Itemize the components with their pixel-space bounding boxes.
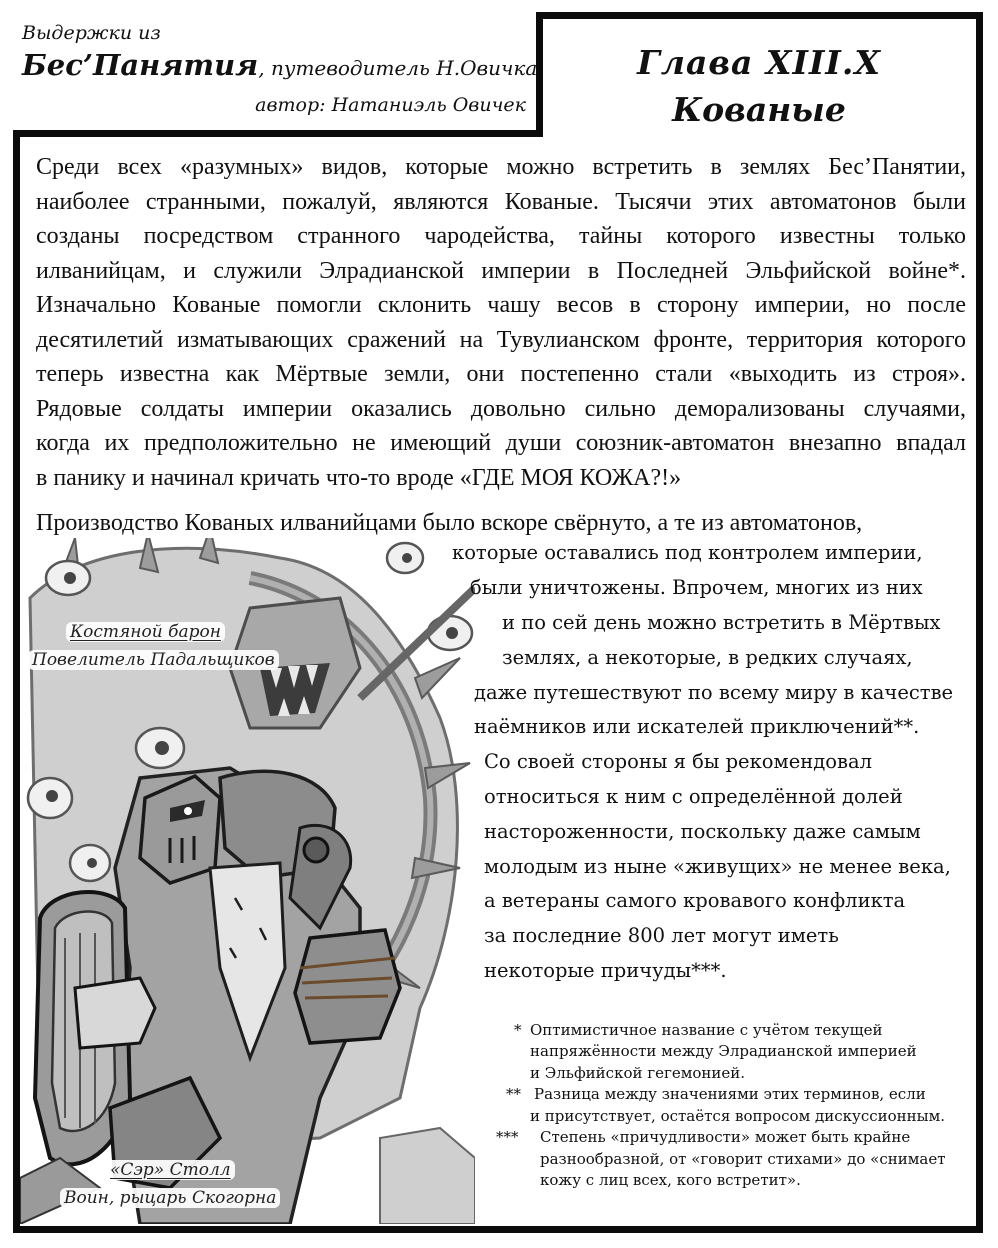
- frame-left: [13, 130, 20, 1233]
- footnote-1-line: напряжённости между Элрадианской империей: [530, 1042, 917, 1060]
- text-line: созданы посредством странного чародейства, тайны которого известны только: [36, 223, 966, 249]
- text-line: Среди всех «разумных» видов, которые можно встретить в землях Бес’Панятии,: [36, 154, 966, 180]
- text-line: были уничтожены. Впрочем, многих из них: [470, 576, 923, 599]
- chapter-heading: [543, 19, 975, 129]
- excerpt-label: Выдержки из: [22, 22, 161, 44]
- book-title-line: [22, 48, 537, 82]
- footnote-3-line: кожу с лиц всех, кого встретит».: [540, 1171, 801, 1189]
- frame-right: [976, 12, 983, 1233]
- text-line: относиться к ним с определённой долей: [484, 785, 903, 808]
- footnote-2-marker: **: [506, 1085, 521, 1103]
- illustration-forged-knight: [20, 538, 475, 1224]
- text-line: когда их предположительно не имеющий души союзник-автоматон внезапно впадал: [36, 430, 966, 456]
- text-line: а ветераны самого кровавого конфликта: [484, 889, 906, 912]
- footnote-3-marker: ***: [496, 1128, 519, 1146]
- chapter-frame-top: [536, 12, 983, 19]
- text-line: землях, а некоторые, в редких случаях,: [502, 646, 913, 669]
- text-line: и по сей день можно встретить в Мёртвых: [502, 611, 941, 634]
- footnote-3-line: Степень «причудливости» может быть крайне: [540, 1128, 911, 1146]
- text-line: за последние 800 лет могут иметь: [484, 924, 839, 947]
- frame-top-left: [13, 130, 543, 137]
- text-line: Рядовые солдаты империи оказались довольно сильно деморализованы случаями,: [36, 395, 966, 422]
- text-line: молодым из ныне «живущих» не менее века,: [484, 855, 951, 878]
- footnote-2-line: и присутствует, остаётся вопросом дискуссионным.: [530, 1107, 946, 1125]
- book-header: [22, 14, 538, 124]
- text-line: Со своей стороны я бы рекомендовал: [484, 750, 872, 773]
- footnote-1-marker: *: [514, 1021, 522, 1039]
- text-line: в панику и начинал кричать что-то вроде «ГДЕ МОЯ КОЖА?!»: [36, 464, 682, 491]
- caption-villain-name: Костяной барон: [66, 622, 225, 642]
- book-title: Бес’Панятия: [22, 48, 259, 82]
- caption-hero-title: Воин, рыцарь Скогорна: [60, 1188, 280, 1208]
- author-line: автор: Натаниэль Овичек: [255, 94, 526, 116]
- paragraph-1: [36, 150, 966, 495]
- text-line: десятилетий изматывающих сражений на Тувулианском фронте, территория которого: [36, 326, 966, 353]
- chapter-title: Кованые: [672, 90, 846, 129]
- book-subtitle: , путеводитель Н.Овичка: [258, 56, 538, 80]
- text-line: настороженности, поскольку даже самым: [484, 820, 921, 843]
- footnote-2-line: Разница между значениями этих терминов, если: [534, 1085, 926, 1103]
- footnote-3-line: разнообразной, от «говорит стихами» до «снимает: [540, 1150, 946, 1168]
- text-line: наёмников или искателей приключений**.: [474, 715, 920, 738]
- text-line: илванийцам, и служили Элрадианской империи в Последней Эльфийской войне*.: [36, 257, 966, 284]
- text-line: наиболее странными, пожалуй, являются Кованые. Тысячи этих автоматонов были: [36, 188, 966, 215]
- text-line: некоторые причуды***.: [484, 959, 727, 982]
- text-line: Изначально Кованые помогли склонить чашу весов в сторону империи, но после: [36, 292, 966, 318]
- text-line: которые оставались под контролем империи,: [452, 541, 923, 564]
- text-line: даже путешествуют по всему миру в качестве: [474, 681, 954, 704]
- frame-bottom: [13, 1226, 983, 1233]
- text-line: теперь известна как Мёртвые земли, они постепенно стали «выходить из строя».: [36, 361, 966, 387]
- paragraph-2-first-line: Производство Кованых илванийцами было вскоре свёрнуто, а те из автоматонов,: [36, 510, 863, 536]
- chapter-number: Глава XIII.X: [637, 43, 881, 82]
- footnote-1-line: и Эльфийской гегемонией.: [530, 1064, 746, 1082]
- caption-hero-name: «Сэр» Столл: [106, 1160, 235, 1180]
- footnote-1-line: Оптимистичное название с учётом текущей: [530, 1021, 883, 1039]
- caption-villain-title: Повелитель Падальщиков: [28, 650, 279, 670]
